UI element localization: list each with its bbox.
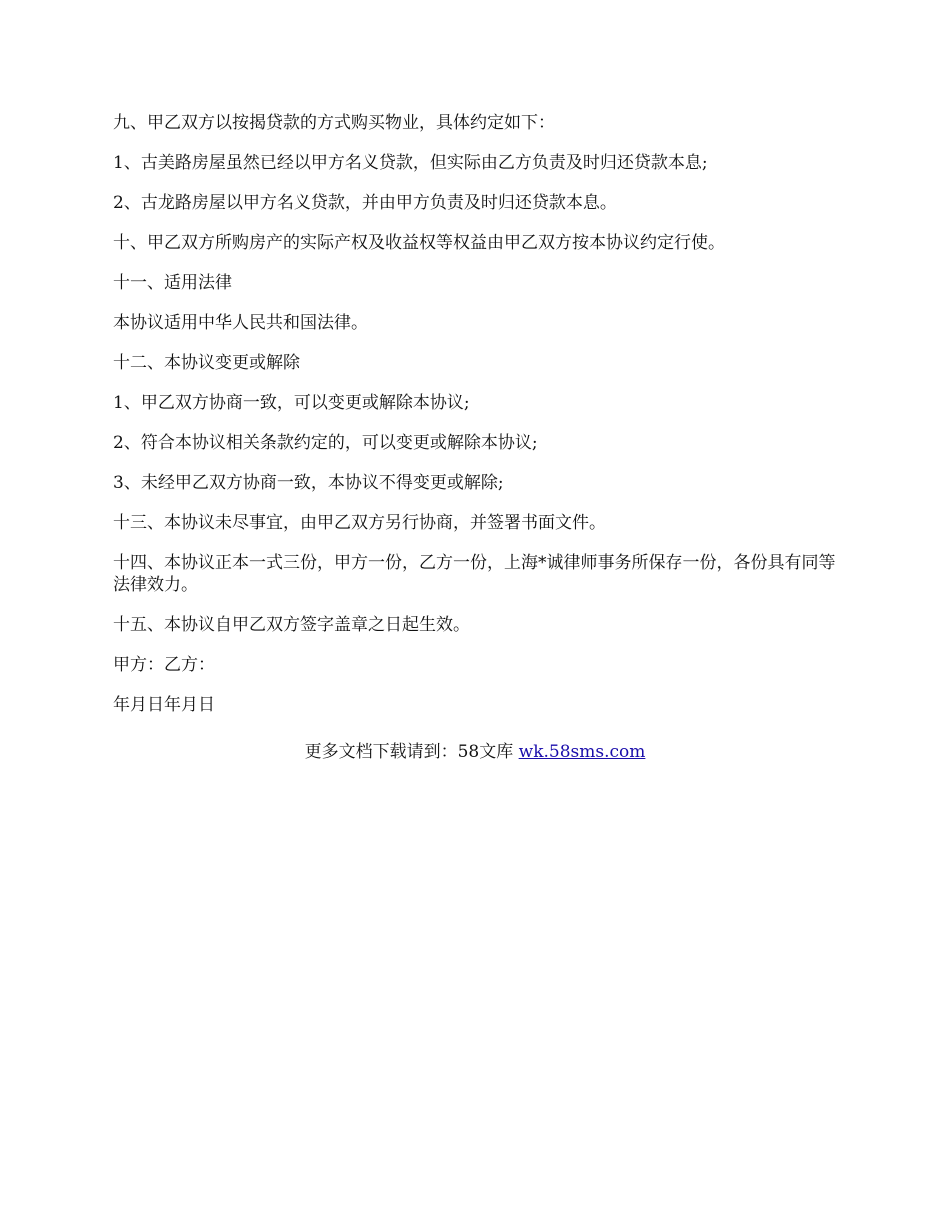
footer-text: 更多文档下载请到：58文库	[304, 742, 514, 762]
paragraph-clause-14: 十四、本协议正本一式三份，甲方一份，乙方一份，上海*诚律师事务所保存一份，各份具有同等法律效力。	[113, 553, 836, 595]
paragraph-clause-12-item-1: 1、甲乙双方协商一致，可以变更或解除本协议;	[113, 393, 470, 413]
footer-link[interactable]: wk.58sms.com	[518, 742, 646, 762]
heading-clause-12: 十二、本协议变更或解除	[113, 353, 300, 373]
paragraph-clause-12-item-2: 2、符合本协议相关条款约定的，可以变更或解除本协议;	[113, 433, 538, 453]
paragraph-clause-15: 十五、本协议自甲乙双方签字盖章之日起生效。	[113, 615, 470, 635]
paragraph-clause-12-item-3: 3、未经甲乙双方协商一致，本协议不得变更或解除;	[113, 473, 504, 493]
signature-parties: 甲方：乙方：	[113, 655, 215, 675]
heading-clause-11: 十一、适用法律	[113, 273, 232, 293]
paragraph-clause-9: 九、甲乙双方以按揭贷款的方式购买物业，具体约定如下：	[113, 113, 555, 133]
download-footer	[0, 741, 950, 763]
paragraph-clause-11-body: 本协议适用中华人民共和国法律。	[113, 313, 368, 333]
paragraph-clause-10: 十、甲乙双方所购房产的实际产权及收益权等权益由甲乙双方按本协议约定行使。	[113, 233, 725, 253]
document-body	[113, 112, 838, 734]
paragraph-clause-9-item-1: 1、古美路房屋虽然已经以甲方名义贷款，但实际由乙方负责及时归还贷款本息;	[113, 153, 708, 173]
paragraph-clause-13: 十三、本协议未尽事宜，由甲乙双方另行协商，并签署书面文件。	[113, 513, 606, 533]
signature-dates: 年月日年月日	[113, 695, 215, 715]
paragraph-clause-9-item-2: 2、古龙路房屋以甲方名义贷款，并由甲方负责及时归还贷款本息。	[113, 193, 617, 213]
